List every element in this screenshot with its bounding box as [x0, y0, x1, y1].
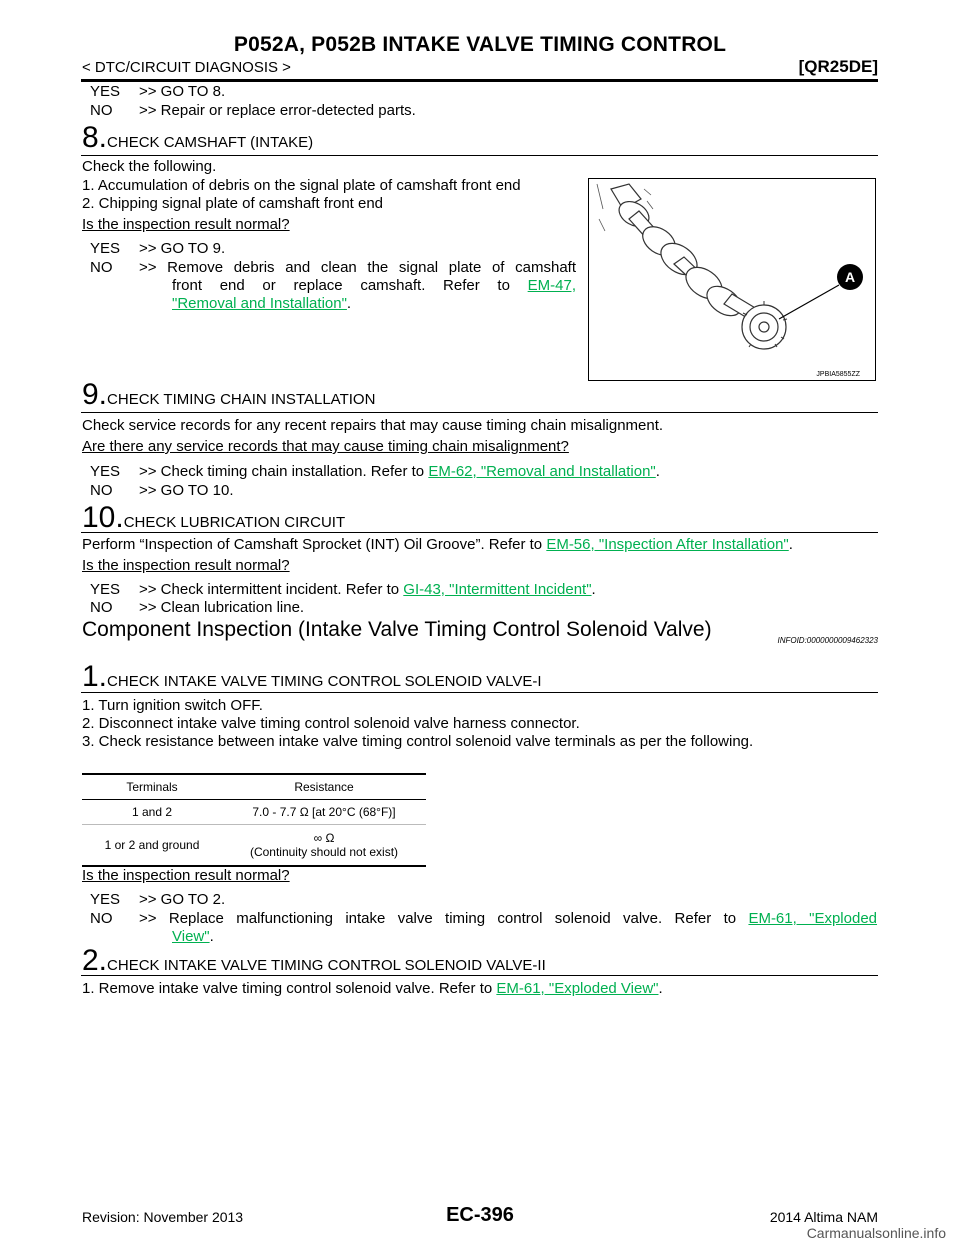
step-8-yes-label: YES [90, 240, 121, 257]
step-8-no-line1: >> Remove debris and clean the signal plate of camshaft [139, 259, 576, 276]
step-8-yes-text: >> GO TO 9. [139, 240, 226, 257]
comp-step-1-no-label: NO [90, 910, 113, 927]
comp-step-1-no-line1: >> Replace malfunctioning intake valve timing control solenoid valve. Refer to EM-61, "Exploded [139, 910, 878, 927]
comp-step-1-item-2: 2. Disconnect intake valve timing control solenoid valve harness connector. [82, 715, 580, 732]
link-em-62[interactable]: EM-62, "Removal and Installation" [428, 463, 656, 480]
info-id: INFOID:0000000009462323 [777, 636, 878, 645]
comp-step-1-rule [81, 692, 878, 693]
table-row: 1 and 2 7.0 - 7.7 Ω [at 20°C (68°F)] [131, 805, 396, 819]
step-9-no-label: NO [90, 482, 113, 499]
comp-step-1-item-3: 3. Check resistance between intake valve timing control solenoid valve terminals as per the following. [82, 733, 754, 750]
step-10-no-label: NO [90, 599, 113, 616]
footer-model: 2014 Altima NAM [769, 1209, 878, 1225]
link-gi-43[interactable]: GI-43, "Intermittent Incident" [403, 581, 592, 598]
section-title: Component Inspection (Intake Valve Timing Control Solenoid Valve) [82, 618, 712, 641]
step-9-rule [81, 412, 878, 413]
table-row: 1 or 2 and ground ∞ Ω (Continuity should not exist) [104, 831, 399, 859]
figure-id: JPBIA5855ZZ [816, 371, 860, 378]
breadcrumb: < DTC/CIRCUIT DIAGNOSIS > [82, 59, 291, 76]
link-em-47[interactable]: EM-47, [527, 277, 576, 294]
step-10-yes-label: YES [90, 581, 121, 598]
step-8-no-label: NO [90, 259, 113, 276]
step-8-question: Is the inspection result normal? [82, 216, 290, 233]
step-9-yes-label: YES [90, 463, 121, 480]
step-9-intro: Check service records for any recent repairs that may cause timing chain misalignment. [82, 417, 664, 434]
comp-step-2-item-1: 1. Remove intake valve timing control solenoid valve. Refer to EM-61, "Exploded View". [82, 980, 663, 997]
comp-step-1-yes-label: YES [90, 891, 121, 908]
step-10-rule [81, 532, 878, 533]
step-8-rule [81, 155, 878, 156]
step-10-question: Is the inspection result normal? [82, 557, 290, 574]
link-removal-installation[interactable]: "Removal and Installation" [172, 295, 347, 312]
comp-step-1-no-line2: View". [172, 928, 214, 945]
link-exploded-view[interactable]: View" [172, 928, 210, 945]
resistance-table [82, 773, 426, 867]
comp-step-1-question: Is the inspection result normal? [82, 867, 290, 884]
table-header-terminals: Terminals [126, 780, 178, 794]
step-10-heading: 10.CHECK LUBRICATION CIRCUIT [82, 501, 346, 534]
step-10-yes-text: >> Check intermittent incident. Refer to GI-43, "Intermittent Incident". [139, 581, 596, 598]
comp-step-2-rule [81, 975, 878, 976]
step-8-no-line3: "Removal and Installation". [172, 295, 352, 312]
step-9-question: Are there any service records that may cause timing chain misalignment? [82, 438, 569, 455]
link-em-61-a[interactable]: EM-61, "Exploded [748, 910, 878, 927]
yes-text: >> GO TO 8. [139, 83, 226, 100]
engine-code: [QR25DE] [798, 57, 878, 76]
table-header-resistance: Resistance [294, 780, 354, 794]
footer-revision: Revision: November 2013 [82, 1209, 244, 1225]
step-10-no-text: >> Clean lubrication line. [139, 599, 305, 616]
page-title: P052A, P052B INTAKE VALVE TIMING CONTROL [233, 33, 727, 56]
camshaft-illustration [589, 179, 874, 379]
comp-step-1-yes-text: >> GO TO 2. [139, 891, 226, 908]
step-8-item-1: 1. Accumulation of debris on the signal plate of camshaft front end [82, 177, 521, 194]
step-9-heading: 9.CHECK TIMING CHAIN INSTALLATION [82, 378, 376, 411]
no-text: >> Repair or replace error-detected parts. [139, 102, 416, 119]
comp-step-1-item-1: 1. Turn ignition switch OFF. [82, 697, 263, 714]
step-9-no-text: >> GO TO 10. [139, 482, 234, 499]
header-rule [81, 79, 878, 82]
step-9-yes-text: >> Check timing chain installation. Refer to EM-62, "Removal and Installation". [139, 463, 660, 480]
camshaft-figure [588, 178, 876, 381]
step-10-intro: Perform “Inspection of Camshaft Sprocket (INT) Oil Groove”. Refer to EM-56, "Inspection After Installation". [82, 536, 793, 553]
no-label: NO [90, 102, 113, 119]
step-8-heading: 8.CHECK CAMSHAFT (INTAKE) [82, 121, 314, 154]
step-8-item-2: 2. Chipping signal plate of camshaft front end [82, 195, 384, 212]
watermark: Carmanualsonline.info [806, 1225, 946, 1241]
table-header-row [82, 775, 426, 799]
link-em-61-b[interactable]: EM-61, "Exploded View" [496, 980, 659, 997]
page-number: EC-396 [446, 1204, 514, 1226]
link-em-56[interactable]: EM-56, "Inspection After Installation" [546, 536, 789, 553]
step-8-intro: Check the following. [82, 158, 217, 175]
step-8-no-line2: front end or replace camshaft. Refer to EM-47, [172, 277, 576, 294]
comp-step-1-heading: 1.CHECK INTAKE VALVE TIMING CONTROL SOLENOID VALVE-I [82, 660, 542, 693]
figure-callout-a: A [844, 269, 856, 285]
comp-step-2-heading: 2.CHECK INTAKE VALVE TIMING CONTROL SOLENOID VALVE-II [82, 944, 546, 977]
yes-label: YES [90, 83, 121, 100]
